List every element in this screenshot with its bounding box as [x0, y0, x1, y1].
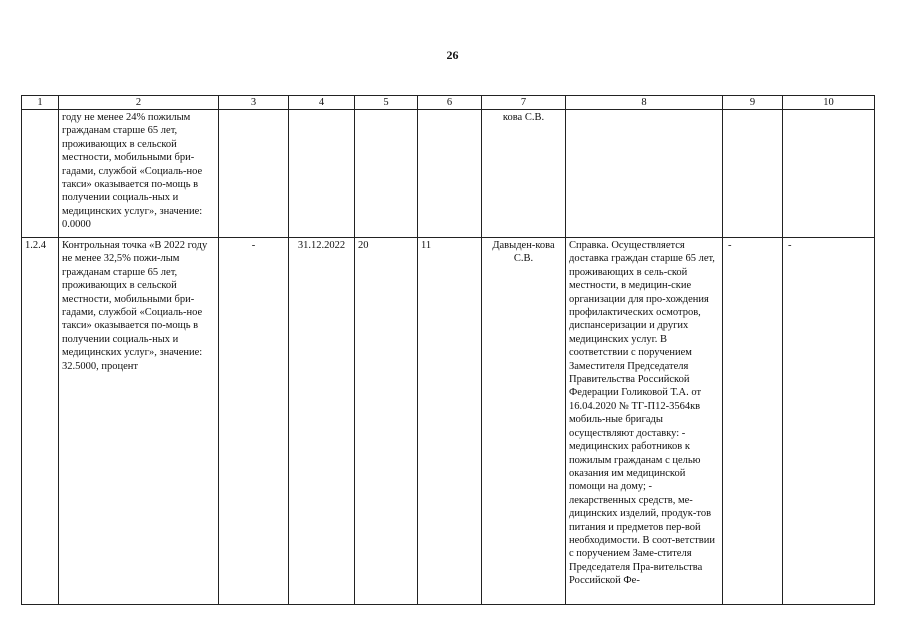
cell-responsible: кова С.В.: [482, 110, 566, 238]
column-header: 3: [219, 96, 289, 110]
column-header: 5: [355, 96, 418, 110]
column-header: 4: [289, 96, 355, 110]
cell-description: году не менее 24% пожилым гражданам старше 65 лет, проживающих в сельской местности, мобильными бри-гадами, службой «Социаль-ное такси» оказывается по-мощь в получении социаль-ных и медицинских услуг», значение: 0.0000: [59, 110, 219, 238]
cell-col10: -: [783, 238, 875, 605]
cell-col9: [723, 110, 783, 238]
cell-col5: [355, 110, 418, 238]
cell-date: [289, 110, 355, 238]
cell-notes: Справка. Осуществляется доставка граждан старше 65 лет, проживающих в сель-ской местности, в медицин-ские организации для про-хождения профилактических осмотров, диспансеризации и других медицинских услуг. В соответствии с поручением Заместителя Председателя Правительства Российской Федерации Голиковой Т.А. от 16.04.2020 № ТГ-П12-3564кв мобиль-ные бригады осуществляют доставку: - медицинских работников к пожилым гражданам с целью оказания им медицинской помощи на дому; - лекарственных средств, ме-дицинских изделий, продук-тов питания и предметов пер-вой необходимости. В соот-ветствии с поручением Заме-стителя Председателя Пра-вительства Российской Фе-: [566, 238, 723, 605]
cell-col3: -: [219, 238, 289, 605]
table-row: [22, 238, 875, 605]
page-number: 26: [446, 48, 459, 62]
cell-col3: [219, 110, 289, 238]
cell-responsible: Давыден-кова С.В.: [482, 238, 566, 605]
column-header: 7: [482, 96, 566, 110]
cell-col5: 20: [355, 238, 418, 605]
report-table: [21, 95, 875, 605]
cell-number: 1.2.4: [22, 238, 59, 605]
column-header: 2: [59, 96, 219, 110]
cell-notes: [566, 110, 723, 238]
cell-description: Контрольная точка «В 2022 году не менее 32,5% пожи-лым гражданам старше 65 лет, проживающих в сельской местности, мобильными бри-гадами, службой «Социаль-ное такси» оказывается по-мощь в получении социаль-ных и медицинских услуг», значение: 32.5000, процент: [59, 238, 219, 605]
cell-number: [22, 110, 59, 238]
table-row: [22, 110, 875, 238]
column-header: 9: [723, 96, 783, 110]
column-header: 8: [566, 96, 723, 110]
cell-col6: [418, 110, 482, 238]
column-header: 1: [22, 96, 59, 110]
header-row: [22, 96, 875, 110]
cell-col6: 11: [418, 238, 482, 605]
cell-date: 31.12.2022: [289, 238, 355, 605]
cell-col10: [783, 110, 875, 238]
column-header: 6: [418, 96, 482, 110]
column-header: 10: [783, 96, 875, 110]
cell-col9: -: [723, 238, 783, 605]
